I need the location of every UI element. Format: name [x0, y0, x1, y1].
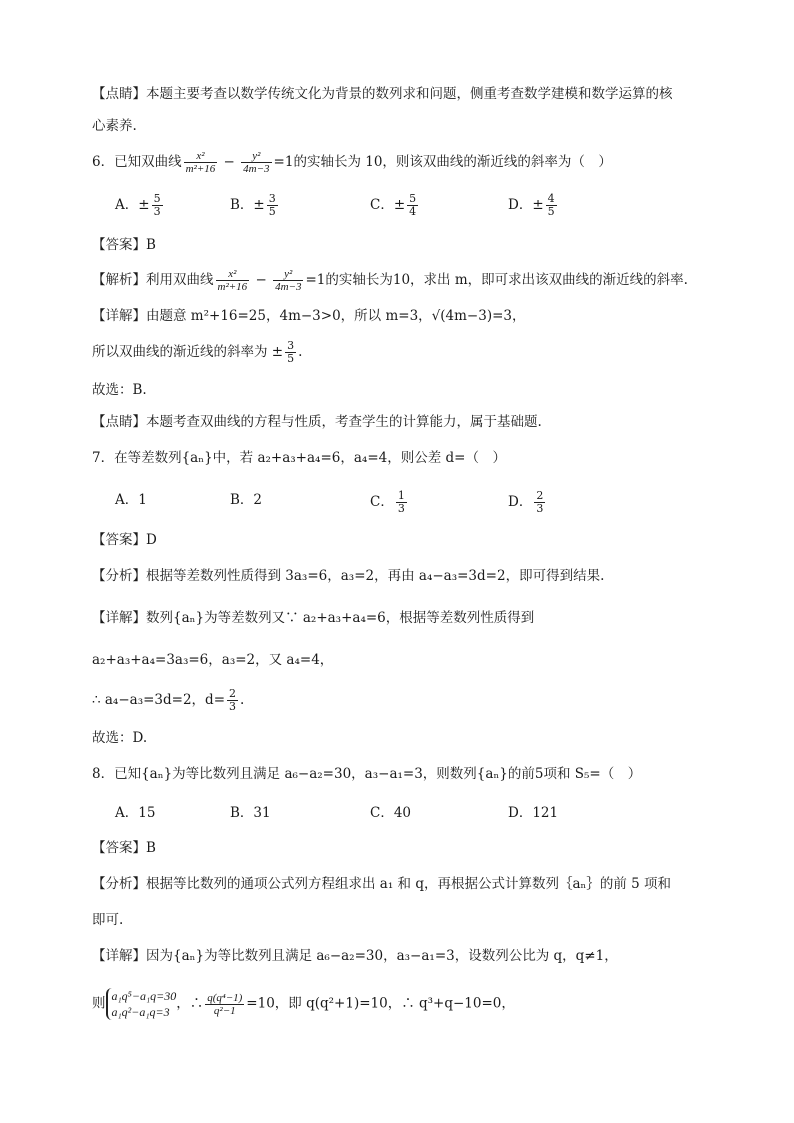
detail-q7: 【详解】数列{aₙ}为等差数列又∵ a₂+a₃+a₄=6，根据等差数列性质得到: [92, 610, 535, 626]
analysis-q8: 【分析】根据等比数列的通项公式列方程组求出 a₁ 和 q，再根据公式计算数列｛aₙ｝的前 5 项和: [92, 876, 672, 892]
analysis-q6: 【解析】利用双曲线 $\frac{\text{x²}}{\text{m²+16}}$ − $\frac{\text{y²}}{4m-3}$ =1的实轴长为10，求出 m，即可求出该双曲线的渐近线的斜率.: [92, 268, 688, 293]
question-text: 6．已知双曲线: [92, 154, 182, 170]
fraction: $\frac{\text{x²}}{\text{m²+16}}$: [185, 150, 216, 175]
text-line: 【点睛】本题主要考查以数学传统文化为背景的数列求和问题，侧重考查数学建模和数学运算的核: [92, 86, 673, 102]
option-c: C． $\frac{1}{3}$: [370, 489, 405, 515]
detail-q6: 【详解】由题意 m²+16=25，4m−3>0，所以 m=3，√(4m−3)=3，: [92, 308, 526, 324]
option-a: A．± $\frac{5}{3}$: [115, 192, 161, 218]
point-q6: 【点睛】本题考查双曲线的方程与性质，考查学生的计算能力，属于基础题.: [92, 414, 542, 430]
equation-system: a₁q⁵−a₁q=30 a₁q²−a₁q=3: [106, 988, 177, 1020]
option-b: B．± $\frac{3}{5}$: [230, 192, 276, 218]
detail-q8-line2: 则 a₁q⁵−a₁q=30 a₁q²−a₁q=3 ，∴ $\frac{\text{q(q⁴−1)}}{\text{q²−1}}$ =10，即 q(q²+1)=10，∴ q³+q−10=0，: [92, 989, 515, 1019]
question-7: 7．在等差数列{aₙ}中，若 a₂+a₃+a₄=6，a₄=4，则公差 d=（ ）: [92, 450, 506, 466]
option-b: B．2: [230, 492, 263, 508]
answer-q6: 【答案】B: [92, 237, 156, 253]
option-a: A．1: [115, 492, 147, 508]
question-6: 6．已知双曲线 $\frac{\text{x²}}{\text{m²+16}}$ − $\frac{\text{y²}}{4m-3}$ =1的实轴长为 10，则该双曲线的渐近线的斜率为（ ）: [92, 150, 612, 175]
option-b: B．31: [230, 805, 271, 821]
option-c: C．± $\frac{5}{4}$: [370, 192, 417, 218]
choose-q7: 故选：D.: [92, 730, 148, 746]
option-d: D． $\frac{2}{3}$: [508, 489, 544, 515]
option-a: A．15: [115, 805, 156, 821]
text-line: 心素养.: [92, 118, 137, 134]
detail-q6-line2: 所以双曲线的渐近线的斜率为 ± $\frac{3}{5}$ .: [92, 339, 303, 365]
question-8: 8．已知{aₙ}为等比数列且满足 a₆−a₂=30，a₃−a₁=3，则数列{aₙ}的前5项和 S₅=（ ）: [92, 766, 642, 782]
fraction: $\frac{\text{y²}}{4m-3}$: [243, 150, 270, 175]
choose-q6: 故选：B.: [92, 382, 147, 398]
analysis-q8-line2: 即可.: [92, 912, 124, 928]
option-d: D．± $\frac{4}{5}$: [508, 192, 555, 218]
answer-q8: 【答案】B: [92, 840, 156, 856]
detail-q8: 【详解】因为{aₙ}为等比数列且满足 a₆−a₂=30，a₃−a₁=3，设数列公比为 q，q≠1，: [92, 948, 618, 964]
answer-q7: 【答案】D: [92, 532, 157, 548]
analysis-q7: 【分析】根据等差数列性质得到 3a₃=6，a₃=2，再由 a₄−a₃=3d=2，即可得到结果.: [92, 568, 605, 584]
detail-q7-line3: ∴ a₄−a₃=3d=2，d= $\frac{2}{3}$ .: [92, 687, 245, 713]
option-c: C．40: [370, 805, 412, 821]
option-d: D．121: [508, 805, 559, 821]
detail-q7-line2: a₂+a₃+a₄=3a₃=6，a₃=2，又 a₄=4，: [92, 652, 334, 668]
